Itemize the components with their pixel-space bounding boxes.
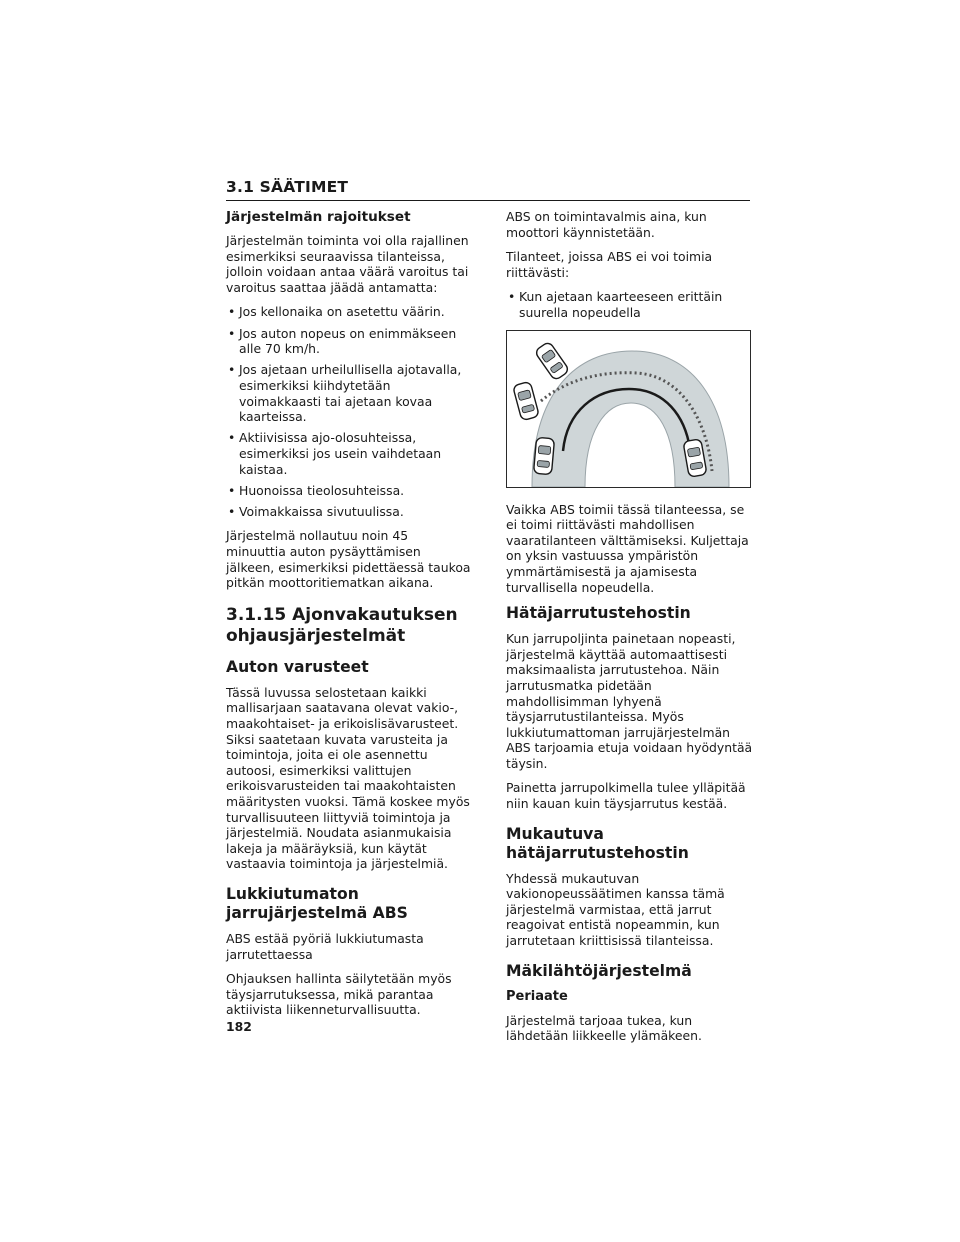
hill-start-text: Järjestelmä tarjoaa tukea, kun lähdetään liikkeelle ylämäkeen. <box>506 1012 702 1044</box>
equipment-heading: Auton varusteet <box>226 657 369 676</box>
abs-limits-list <box>506 289 754 320</box>
abs-ready-text: ABS on toimintavalmis aina, kun moottori käynnistetään. <box>506 209 707 240</box>
abs-heading: Lukkiutumaton jarrujärjestelmä ABS <box>226 884 408 922</box>
car-icon <box>513 381 540 420</box>
list-item: • Kun ajetaan kaarteeseen erittäin suurella nopeudella <box>506 289 754 320</box>
hill-start-heading: Mäkilähtöjärjestelmä <box>506 961 692 980</box>
page-number: 182 <box>226 1019 252 1034</box>
hill-start-subheading: Periaate <box>506 988 568 1004</box>
list-item: • Jos auton nopeus on enimmäkseen alle 70 km/h. <box>226 326 471 357</box>
brake-assist-heading: Hätäjarrutustehostin <box>506 604 691 623</box>
brake-assist-text-2: Painetta jarrupolkimella tulee ylläpitää niin kauan kuin täysjarrutus kestää. <box>506 780 746 812</box>
left-column <box>226 209 471 1027</box>
running-header <box>226 178 750 201</box>
abs-limits-intro: Tilanteet, joissa ABS ei voi toimia riittävästi: <box>506 249 713 280</box>
curve-illustration <box>506 330 751 488</box>
list-item: • Huonoissa tieolosuhteissa. <box>226 483 471 499</box>
adaptive-brake-heading: Mukautuva hätäjarrutustehostin <box>506 824 689 862</box>
curve-drawing <box>507 331 750 487</box>
brake-assist-text-1: Kun jarrupoljinta painetaan nopeasti, järjestelmä käyttää automaattisesti maksimaalista jarrutustehoa. Näin jarrutusmatka pidetään mahdollisimman lyhyenä täysjarrutustilanteissa. Myös lukkiutumattoman jarrujärjestelmän ABS tarjoamia etuja voidaan hyödyntää täysin. <box>506 631 753 771</box>
equipment-text: Tässä luvussa selostetaan kaikki mallisarjaan saatavana olevat vakio-, maakohtaiset- ja erikoislisävarusteet. Siksi saatetaan kuvata varusteita ja toimintoja, joita ei ole asennettu autoosi, esimerkiksi valittujen erikoisvarusteiden tai maakohtaisten määritysten vuoksi. Tämä koskee myös turvallisuuteen liittyviä toimintoja ja järjestelmiä. Noudata asianmukaisia lakeja ja määräyksiä, kun käytät vastaavia toimintoja ja järjestelmiä. <box>226 684 470 872</box>
adaptive-brake-text: Yhdessä mukautuvan vakionopeussäätimen kanssa tämä järjestelmä varmistaa, että jarrut reagoivat entistä nopeammin, kun jarrutetaan kriittisissä tilanteissa. <box>506 870 725 949</box>
chapter-title: 3.1 SÄÄTIMET <box>226 178 349 196</box>
limits-heading: Järjestelmän rajoitukset <box>226 209 411 225</box>
car-icon <box>534 341 569 381</box>
car-icon <box>533 437 554 474</box>
section-title: 3.1.15 Ajonvakautuksen ohjausjärjestelmät <box>226 604 458 647</box>
list-item: • Jos kellonaika on asetettu väärin. <box>226 304 471 320</box>
limits-reset-text: Järjestelmä nollautuu noin 45 minuuttia auton pysäyttämisen jälkeen, esimerkiksi pidettäessä taukoa pitkän moottoritiematkan aikana. <box>226 528 471 591</box>
list-item: • Voimakkaissa sivutuulissa. <box>226 504 471 520</box>
right-column <box>506 209 754 1053</box>
figure-caption-text: Vaikka ABS toimii tässä tilanteessa, se ei toimi riittävästi mahdollisen vaaratilanteen välttämiseksi. Kuljettaja on yksin vastuussa ympäristön ymmärtämisestä ja ajamisesta turvallisella nopeudella. <box>506 501 749 595</box>
limits-list <box>226 304 471 519</box>
list-item: • Aktiivisissa ajo-olosuhteissa, esimerkiksi jos usein vaihdetaan kaistaa. <box>226 430 471 477</box>
abs-text-1: ABS estää pyöriä lukkiutumasta jarrutettaessa <box>226 930 424 962</box>
limits-intro: Järjestelmän toiminta voi olla rajallinen esimerkiksi seuraavissa tilanteissa, jolloin voidaan antaa väärä varoitus tai varoitus saattaa jäädä antamatta: <box>226 233 469 295</box>
abs-text-2: Ohjauksen hallinta säilytetään myös täysjarrutuksessa, mikä parantaa aktiivista liikenneturvallisuutta. <box>226 971 452 1018</box>
list-item: • Jos ajetaan urheilullisella ajotavalla, esimerkiksi kiihdytetään voimakkaasti tai ajetaan kovaa kaarteissa. <box>226 362 471 424</box>
